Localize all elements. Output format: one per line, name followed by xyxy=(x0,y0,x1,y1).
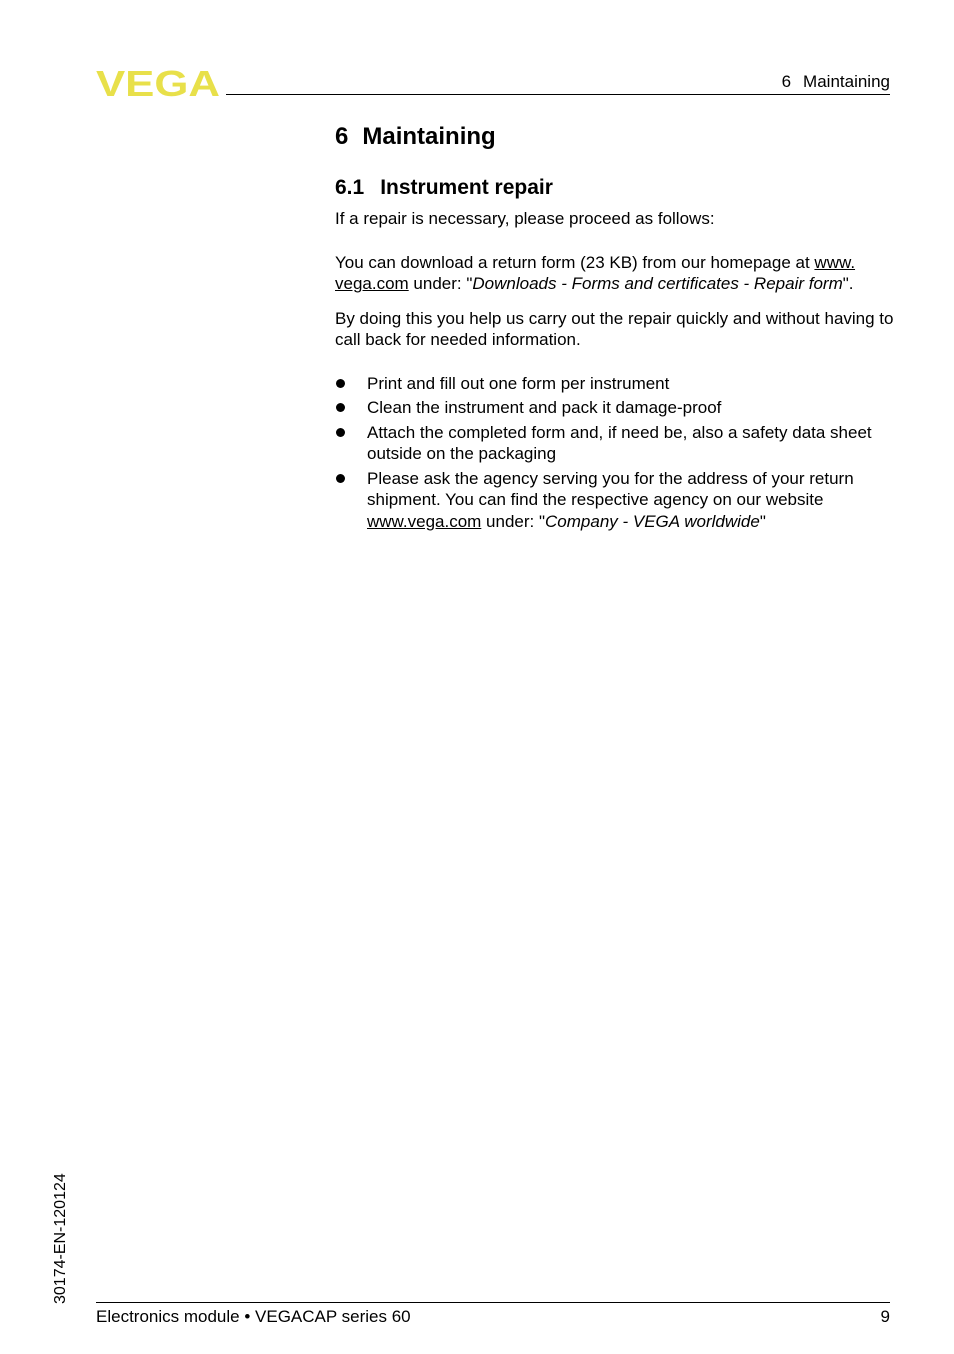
section-heading xyxy=(335,173,895,203)
header-chapter-number: 6 xyxy=(781,72,792,91)
section-number: 6.1 xyxy=(335,176,365,199)
list-item: Clean the instrument and pack it damage-proof xyxy=(335,397,895,419)
bullet-icon xyxy=(336,428,345,437)
vega-logo xyxy=(96,66,220,98)
repair-steps-list xyxy=(335,373,895,533)
vega-logo-text: VEGA xyxy=(96,66,220,98)
chapter-number: 6 xyxy=(335,123,349,150)
bullet-icon xyxy=(336,403,345,412)
help-paragraph: By doing this you help us carry out the repair quickly and without having to call back for needed information. xyxy=(335,308,894,349)
footer-rule xyxy=(96,1302,890,1303)
download-text: You can download a return form (23 KB) from our homepage at xyxy=(335,252,815,272)
header-chapter-title: Maintaining xyxy=(803,72,890,91)
intro-paragraph: If a repair is necessary, please proceed as follows: xyxy=(335,209,715,228)
chapter-title: Maintaining xyxy=(362,123,496,150)
list-item: Please ask the agency serving you for the address of your return shipment. You can find the respective agency on our website www.vega.com under: "Company - VEGA worldwide" xyxy=(335,468,895,533)
agency-path: Company - VEGA worldwide xyxy=(545,511,760,531)
homepage-link[interactable]: www. vega.com xyxy=(335,252,856,293)
page-number: 9 xyxy=(880,1307,890,1326)
bullet-icon xyxy=(336,379,345,388)
chapter-heading xyxy=(335,120,895,154)
download-paragraph: You can download a return form (23 KB) from our homepage at www. vega.com under: "Downloads - Forms and certificates - Repair form". xyxy=(335,252,856,293)
list-item: Attach the completed form and, if need be, also a safety data sheet outside on the packaging xyxy=(335,422,895,465)
section-title: Instrument repair xyxy=(380,176,553,199)
header-rule xyxy=(226,94,890,95)
download-path: Downloads - Forms and certificates - Repair form xyxy=(472,274,843,293)
list-item: Print and fill out one form per instrument xyxy=(335,373,895,395)
footer-title: Electronics module • VEGACAP series 60 xyxy=(96,1307,411,1326)
main-content xyxy=(335,120,895,535)
document-code: 30174-EN-120124 xyxy=(52,1173,69,1304)
website-link[interactable]: www.vega.com xyxy=(367,511,482,531)
running-header xyxy=(782,72,890,92)
bullet-icon xyxy=(336,474,345,483)
